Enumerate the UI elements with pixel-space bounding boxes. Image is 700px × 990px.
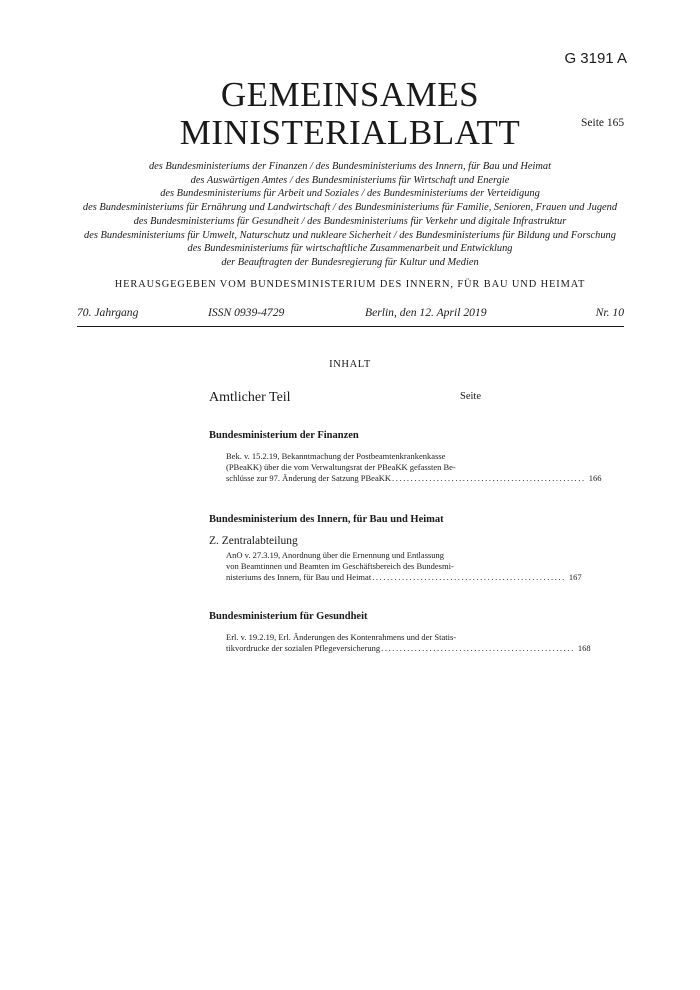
title-line-1: GEMEINSAMES <box>220 75 480 114</box>
section-title: Bundesministerium für Gesundheit <box>209 611 368 622</box>
ministry-line: des Auswärtigen Amtes / des Bundesministeriums für Wirtschaft und Energie <box>190 174 510 186</box>
entry-line: (PBeaKK) über die vom Verwaltungsrat der PBeaKK gefassten Be- <box>226 462 456 472</box>
issue-number: Nr. 10 <box>595 306 624 319</box>
entry-line: nisteriums des Innern, für Bau und Heimat <box>226 572 372 582</box>
entry-line: AnO v. 27.3.19, Anordnung über die Ernennung und Entlassung <box>226 550 445 560</box>
toc-section-finance <box>209 430 602 484</box>
ministry-line: der Beauftragten der Bundesregierung für Kultur und Medien <box>221 256 479 268</box>
entry-line: von Beamtinnen und Beamten im Geschäftsbereich des Bundesmi- <box>226 561 454 571</box>
contents-heading: INHALT <box>329 359 371 370</box>
ministries-list <box>40 160 660 270</box>
ministry-line: des Bundesministeriums für wirtschaftliche Zusammenarbeit und Entwicklung <box>187 243 513 255</box>
toc-entry[interactable] <box>226 550 582 583</box>
entry-last-line <box>226 572 582 583</box>
entry-last-line <box>226 643 591 654</box>
date-label: Berlin, den 12. April 2019 <box>365 306 487 319</box>
ministry-line: des Bundesministeriums für Arbeit und Soziales / des Bundesministeriums der Verteidigung <box>160 188 540 200</box>
volume-label: 70. Jahrgang <box>77 306 139 319</box>
entry-last-line <box>226 473 602 484</box>
publisher-line: HERAUSGEGEBEN VOM BUNDESMINISTERIUM DES INNERN, FÜR BAU UND HEIMAT <box>114 279 586 290</box>
toc-section-health <box>209 611 591 654</box>
page-column-label: Seite <box>460 391 481 402</box>
entry-line: schlüsse zur 97. Änderung der Satzung PBeaKK <box>226 473 392 483</box>
entry-line: Erl. v. 19.2.19, Erl. Änderungen des Kontenrahmens und der Statis- <box>226 632 457 642</box>
ministry-line: des Bundesministeriums für Gesundheit / des Bundesministeriums für Verkehr und digitale Infrastruktur <box>133 215 567 227</box>
entry-page: 166 <box>588 473 602 483</box>
ministry-line: des Bundesministeriums für Umwelt, Naturschutz und nukleare Sicherheit / des Bundesministeriums für Bildung und Forschung <box>84 229 616 241</box>
entry-page: 167 <box>568 572 582 582</box>
entry-line: Bek. v. 15.2.19, Bekanntmachung der Postbeamtenkrankenkasse <box>226 451 446 461</box>
entry-line: tikvordrucke der sozialen Pflegeversicherung <box>226 643 381 653</box>
toc-entry[interactable] <box>226 451 602 484</box>
section-subtitle: Z. Zentralabteilung <box>209 535 298 547</box>
ministry-line: des Bundesministeriums für Ernährung und Landwirtschaft / des Bundesministeriums für Familie, Senioren, Frauen und Jugend <box>82 202 618 214</box>
page-number: Seite 165 <box>581 117 625 129</box>
publication-code: G 3191 A <box>564 50 627 67</box>
entry-page: 168 <box>577 643 591 653</box>
section-title: Bundesministerium der Finanzen <box>209 430 359 441</box>
masthead-title <box>0 76 700 152</box>
dot-leader: .................................................... <box>392 473 586 483</box>
issue-meta-bar <box>77 306 624 327</box>
ministry-line: des Bundesministeriums der Finanzen / des Bundesministeriums des Innern, für Bau und Heimat <box>148 161 552 172</box>
dot-leader: .................................................... <box>381 643 575 653</box>
title-line-2: MINISTERIALBLATT <box>179 113 521 152</box>
official-part-title: Amtlicher Teil <box>209 390 291 405</box>
toc-header <box>209 388 481 412</box>
dot-leader: .................................................... <box>372 572 566 582</box>
toc-entry[interactable] <box>226 632 591 654</box>
table-of-contents <box>209 388 602 654</box>
issn-label: ISSN 0939-4729 <box>208 306 285 319</box>
section-title: Bundesministerium des Innern, für Bau und Heimat <box>209 514 444 525</box>
toc-section-interior <box>209 514 582 583</box>
